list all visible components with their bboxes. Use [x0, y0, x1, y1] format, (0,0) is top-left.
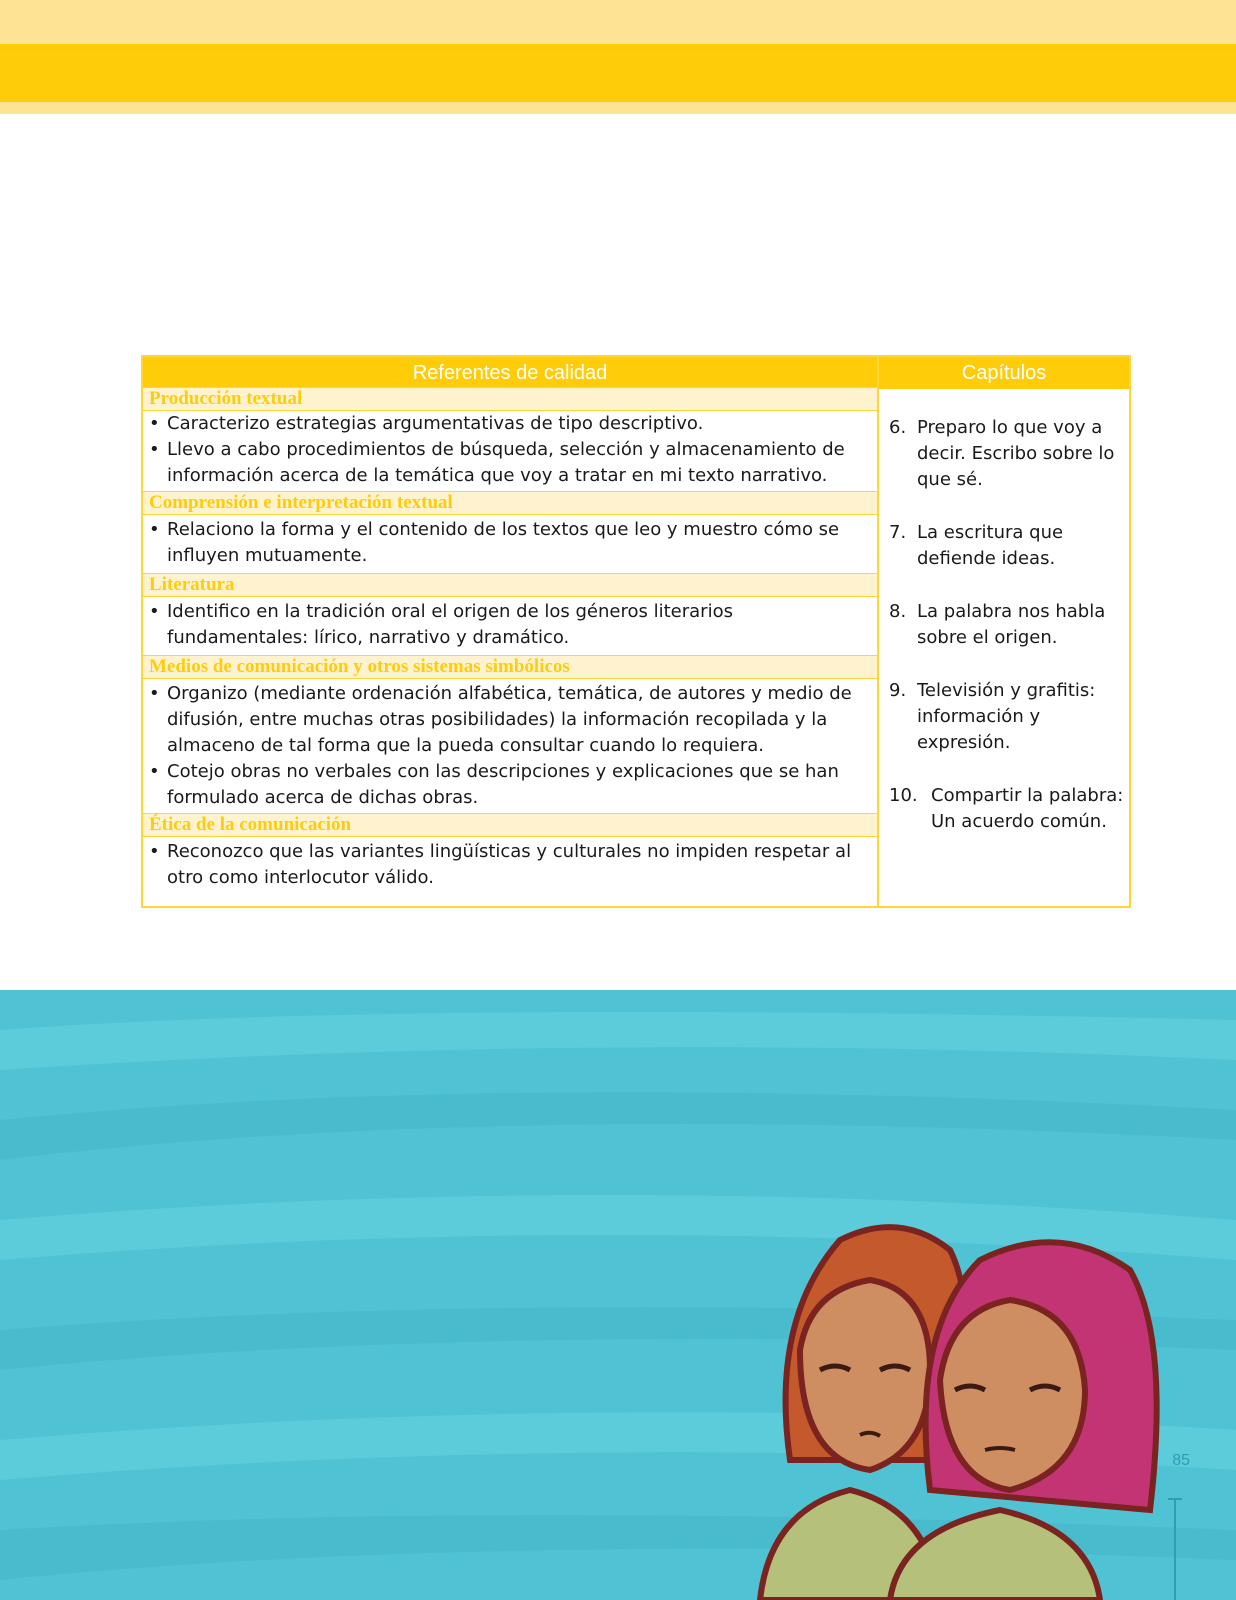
category-medios: Medios de comunicación y otros sistemas simbólicos: [143, 655, 877, 679]
top-band-light: [0, 0, 1236, 44]
items-produccion-textual: [143, 411, 877, 489]
list-item: • Cotejo obras no verbales con las descripciones y explicaciones que se han formulado acerca de dichas obras.: [149, 759, 867, 811]
list-item: • Caracterizo estrategias argumentativas de tipo descriptivo.: [149, 411, 867, 437]
chapter-title: Televisión y grafitis: información y expresión.: [917, 680, 1096, 753]
sea-illustration: [0, 990, 1236, 1600]
quality-references-table: [141, 355, 1131, 908]
chapter-title: Compartir la palabra: Un acuerdo común.: [931, 785, 1124, 832]
chapters-list: [889, 415, 1125, 862]
list-item: • Reconozco que las variantes lingüísticas y culturales no impiden respetar al otro como interlocutor válido.: [149, 839, 867, 891]
category-produccion-textual: Producción textual: [143, 387, 877, 411]
column-divider: [877, 357, 879, 906]
category-etica: Ética de la comunicación: [143, 813, 877, 837]
chapter-6: [889, 415, 1125, 493]
chapter-7: [889, 520, 1125, 572]
header-referentes: Referentes de calidad: [143, 357, 877, 389]
list-item: • Relaciono la forma y el contenido de los textos que leo y muestro cómo se influyen mutuamente.: [149, 517, 867, 569]
chapter-number: 9.: [889, 680, 907, 701]
page-marker-line: [1174, 1498, 1176, 1600]
chapter-number: 10.: [889, 785, 918, 806]
top-band-stripe: [0, 102, 1236, 114]
chapter-number: 7.: [889, 522, 907, 543]
items-literatura: [143, 599, 877, 651]
category-literatura: Literatura: [143, 573, 877, 597]
page-number: 85: [1172, 1452, 1190, 1469]
items-etica: [143, 839, 877, 891]
chapter-title: Preparo lo que voy a decir. Escribo sobre lo que sé.: [917, 417, 1115, 490]
chapter-8: [889, 599, 1125, 651]
chapter-number: 8.: [889, 601, 907, 622]
category-comprension: Comprensión e interpretación textual: [143, 491, 877, 515]
items-medios: [143, 681, 877, 811]
chapter-title: La palabra nos habla sobre el origen.: [917, 601, 1106, 648]
header-capitulos: Capítulos: [879, 357, 1129, 389]
chapter-10: [889, 783, 1125, 835]
list-item: • Identifico en la tradición oral el origen de los géneros literarios fundamentales: lírico, narrativo y dramático.: [149, 599, 867, 651]
list-item: • Llevo a cabo procedimientos de búsqueda, selección y almacenamiento de información acerca de la temática que voy a tratar en mi texto narrativo.: [149, 437, 867, 489]
chapter-number: 6.: [889, 417, 907, 438]
list-item: • Organizo (mediante ordenación alfabética, temática, de autores y medio de difusión, entre muchas otras posibilidades) la información recopilada y la almaceno de tal forma que la pueda consultar cuando lo requiera.: [149, 681, 867, 759]
chapter-title: La escritura que defiende ideas.: [917, 522, 1064, 569]
items-comprension: [143, 517, 877, 569]
chapter-9: [889, 678, 1125, 756]
top-band-yellow: [0, 44, 1236, 102]
